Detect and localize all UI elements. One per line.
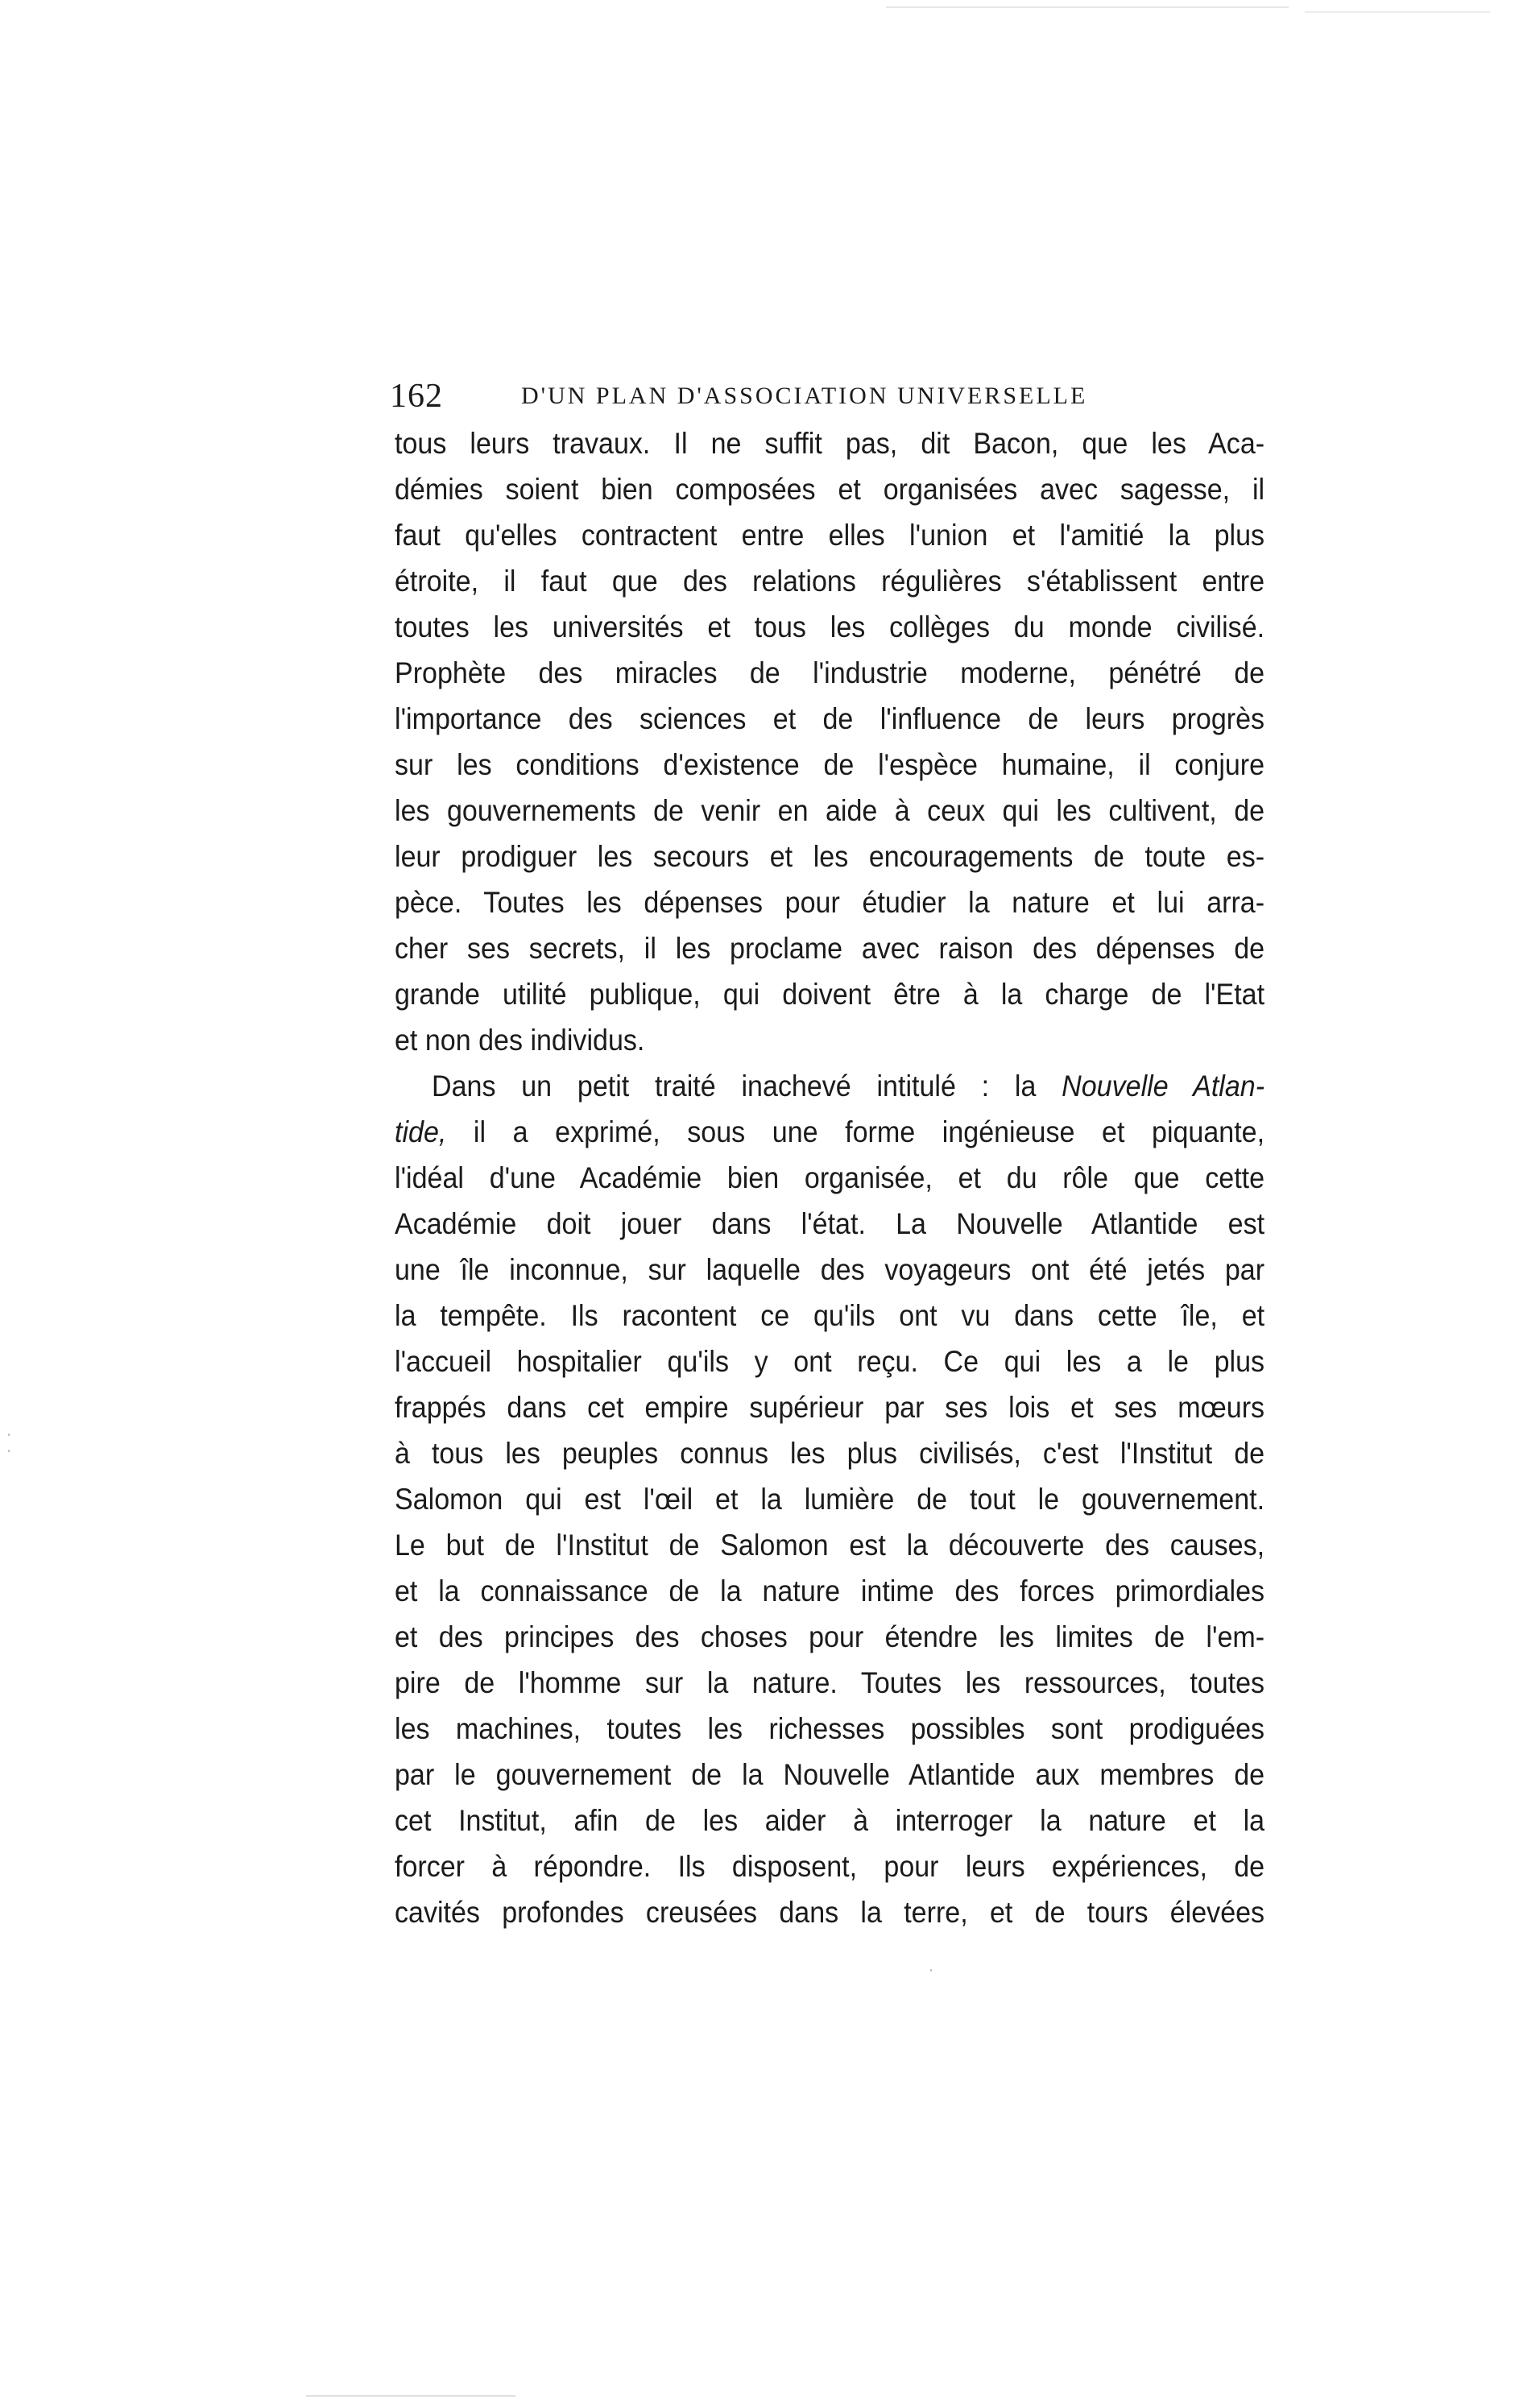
- text-line: pèce. Toutes les dépenses pour étudier la nature et lui arra-: [395, 886, 1265, 919]
- text-line: sur les conditions d'existence de l'espèce humaine, il conjure: [395, 748, 1265, 781]
- text-line: Académie doit jouer dans l'état. La Nouvelle Atlantide est: [395, 1207, 1265, 1240]
- page-header: [390, 372, 1264, 420]
- text-line: à tous les peuples connus les plus civilisés, c'est l'Institut de: [395, 1437, 1265, 1470]
- text-line: Salomon qui est l'œil et la lumière de tout le gouvernement.: [395, 1483, 1265, 1516]
- text-line: pire de l'homme sur la nature. Toutes les ressources, toutes: [395, 1666, 1265, 1699]
- text-line: et non des individus.: [395, 1024, 645, 1057]
- paragraph-1: [395, 420, 1264, 1063]
- text-span: Dans un petit traité inachevé intitulé : la: [432, 1070, 1062, 1103]
- text-line: étroite, il faut que des relations régulières s'établissent entre: [395, 565, 1265, 598]
- text-line: et des principes des choses pour étendre les limites de l'em-: [395, 1620, 1265, 1653]
- text-line: leur prodiguer les secours et les encouragements de toute es-: [395, 840, 1265, 873]
- scan-artifact-left: [8, 1434, 10, 1436]
- scan-artifact-top: [886, 6, 1289, 8]
- text-span: il a exprimé, sous une forme ingénieuse et piquante,: [446, 1115, 1265, 1148]
- text-line: les machines, toutes les richesses possibles sont prodiguées: [395, 1712, 1265, 1745]
- text-line: cher ses secrets, il les proclame avec raison des dépenses de: [395, 932, 1265, 965]
- text-line: l'importance des sciences et de l'influence de leurs progrès: [395, 702, 1265, 735]
- text-line: frappés dans cet empire supérieur par ses lois et ses mœurs: [395, 1391, 1265, 1424]
- text-line: les gouvernements de venir en aide à ceux qui les cultivent, de: [395, 794, 1265, 827]
- text-line: tous leurs travaux. Il ne suffit pas, dit Bacon, que les Aca-: [395, 427, 1265, 460]
- text-line: toutes les universités et tous les collèges du monde civilisé.: [395, 610, 1265, 643]
- text-line: Prophète des miracles de l'industrie moderne, pénétré de: [395, 656, 1265, 689]
- text-line: forcer à répondre. Ils disposent, pour leurs expériences, de: [395, 1850, 1265, 1883]
- body-text: [395, 420, 1264, 1935]
- text-line: et la connaissance de la nature intime des forces primordiales: [395, 1574, 1265, 1607]
- text-line: faut qu'elles contractent entre elles l'union et l'amitié la plus: [395, 519, 1265, 552]
- text-line: une île inconnue, sur laquelle des voyageurs ont été jetés par: [395, 1253, 1265, 1286]
- italic-title: Nouvelle Atlan-: [1062, 1070, 1265, 1103]
- scan-artifact-center: [930, 1969, 932, 1971]
- scan-artifact-bottom: [306, 2395, 515, 2397]
- text-line: [395, 1109, 1264, 1155]
- italic-title: tide,: [395, 1115, 447, 1148]
- text-line: l'idéal d'une Académie bien organisée, et du rôle que cette: [395, 1161, 1265, 1194]
- text-line: par le gouvernement de la Nouvelle Atlantide aux membres de: [395, 1758, 1265, 1791]
- scan-artifact-left-2: [8, 1450, 10, 1452]
- paragraph-2: [395, 1063, 1264, 1935]
- text-line: la tempête. Ils racontent ce qu'ils ont vu dans cette île, et: [395, 1299, 1265, 1332]
- text-line: grande utilité publique, qui doivent être à la charge de l'Etat: [395, 978, 1265, 1011]
- text-line: l'accueil hospitalier qu'ils y ont reçu. Ce qui les a le plus: [395, 1345, 1265, 1378]
- running-head: D'UN PLAN D'ASSOCIATION UNIVERSELLE: [521, 383, 1088, 409]
- scan-artifact-top-right: [1305, 11, 1490, 13]
- text-line: démies soient bien composées et organisées avec sagesse, il: [395, 473, 1265, 506]
- text-line: cet Institut, afin de les aider à interroger la nature et la: [395, 1804, 1265, 1837]
- text-line: [395, 1063, 1264, 1109]
- text-line: Le but de l'Institut de Salomon est la découverte des causes,: [395, 1529, 1265, 1562]
- text-line: cavités profondes creusées dans la terre, et de tours élevées: [395, 1896, 1265, 1929]
- page-number: 162: [390, 378, 443, 415]
